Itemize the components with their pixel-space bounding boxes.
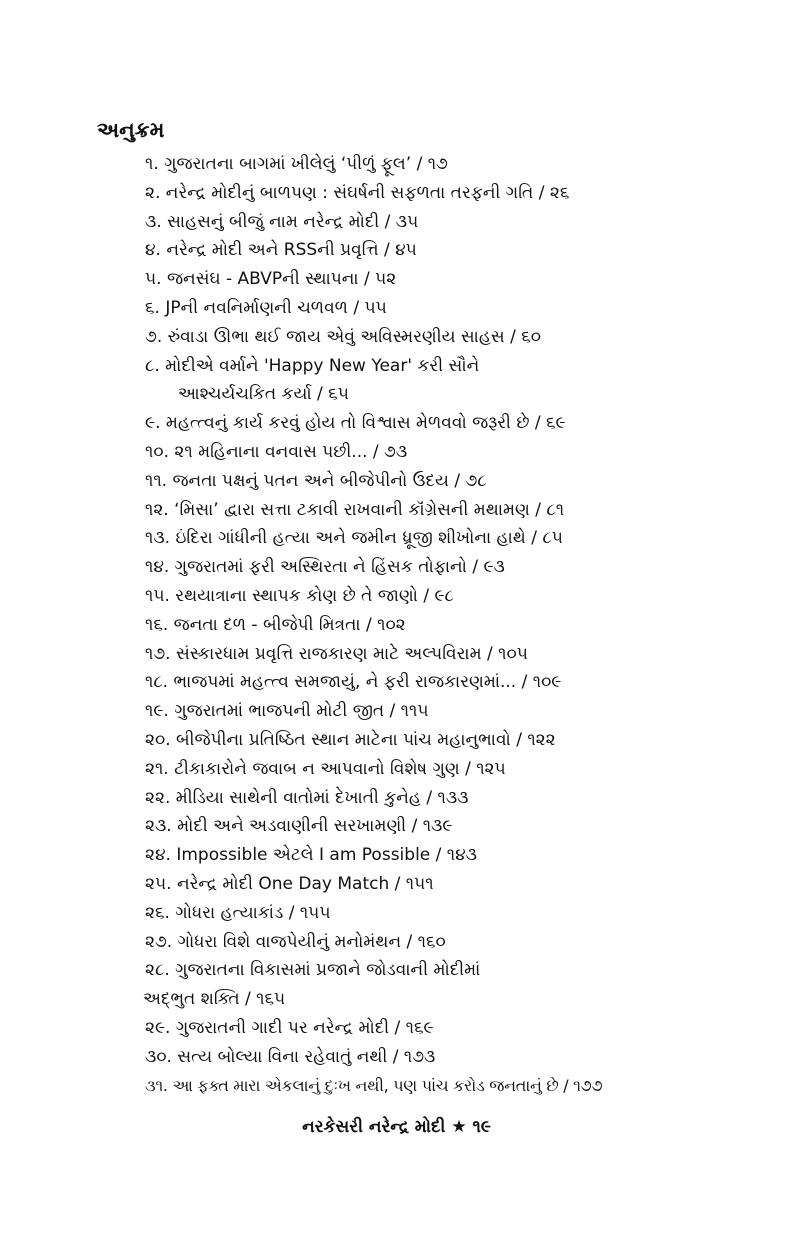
footer-book-title: નરકેસરી નરેન્દ્ર મોદી (302, 1117, 446, 1137)
toc-entry-5: ૫. જનસંઘ - ABVPની સ્થાપના / ૫૨ (145, 269, 397, 290)
page-footer (0, 1113, 793, 1141)
star-icon: ★ (451, 1117, 467, 1137)
toc-entry-21: ૨૧. ટીકાકારોને જવાબ ન આપવાનો વિશેષ ગુણ / ૧૨૫ (145, 758, 506, 779)
toc-entry-26: ૨૬. ગોધરા હત્યાકાંડ / ૧૫૫ (145, 902, 331, 923)
toc-entry-17: ૧૭. સંસ્કારધામ પ્રવૃત્તિ રાજકારણ માટે અલ્પવિરામ / ૧૦૫ (145, 643, 528, 664)
toc-entry-25: ૨૫. નરેન્દ્ર મોદી One Day Match / ૧૫૧ (145, 873, 434, 894)
toc-entry-18: ૧૮. ભાજપમાં મહત્ત્વ સમજાયું, ને ફરી રાજકારણમાં... / ૧૦૯ (145, 672, 562, 693)
toc-entry-9: ૯. મહત્ત્વનું કાર્ય કરવું હોય તો વિશ્વાસ મેળવવો જરૂરી છે / ૬૯ (145, 413, 566, 434)
toc-entry-3: ૩. સાહસનું બીજું નામ નરેન્દ્ર મોદી / ૩૫ (145, 211, 419, 232)
toc-entry-29: ૨૯. ગુજરાતની ગાદી પર નરેન્દ્ર મોદી / ૧૬૯ (145, 1017, 434, 1038)
toc-entry-22: ૨૨. મીડિયા સાથેની વાતોમાં દેખાતી કુનેહ / ૧૩૩ (145, 787, 469, 808)
toc-entry-31: ૩૧. આ ફક્ત મારા એકલાનું દુઃખ નથી, પણ પાંચ કરોડ જનતાનું છે / ૧૭૭ (145, 1075, 603, 1095)
toc-entry-2: ૨. નરેન્દ્ર મોદીનું બાળપણ : સંઘર્ષની સફળતા તરફની ગતિ / ૨૬ (145, 182, 570, 203)
toc-entry-28: ૨૮. ગુજરાતના વિકાસમાં પ્રજાને જોડવાની મોદીમાં (145, 960, 481, 981)
toc-entry-19: ૧૯. ગુજરાતમાં ભાજપની મોટી જીત / ૧૧૫ (145, 701, 429, 722)
page-number: ૧૯ (472, 1117, 491, 1137)
contents-heading: અનુક્રમ (97, 118, 165, 142)
toc-entry-6: ૬. JPની નવનિર્માણની ચળવળ / ૫૫ (145, 297, 387, 318)
toc-entry-4: ૪. નરેન્દ્ર મોદી અને RSSની પ્રવૃત્તિ / ૪૫ (145, 240, 417, 261)
toc-entry-11: ૧૧. જનતા પક્ષનું પતન અને બીજેપીનો ઉદય / ૭૮ (145, 470, 487, 491)
toc-entry-23: ૨૩. મોદી અને અડવાણીની સરખામણી / ૧૩૯ (145, 816, 453, 837)
toc-entry-10: ૧૦. ૨૧ મહિનાના વનવાસ પછી... / ૭૩ (145, 441, 408, 462)
toc-entry-16: ૧૬. જનતા દળ - બીજેપી મિત્રતા / ૧૦૨ (145, 614, 406, 635)
toc-entry-8-continued: આશ્ચર્યચકિત કર્યા / ૬૫ (178, 384, 349, 405)
toc-entry-12: ૧૨. ‘મિસા’ દ્વારા સત્તા ટકાવી રાખવાની કૉંગ્રેસની મથામણ / ૮૧ (145, 499, 565, 520)
toc-entry-13: ૧૩. ઇંદિરા ગાંધીની હત્યા અને જમીન ધ્રૂજી શીખોના હાથે / ૮૫ (145, 528, 563, 549)
toc-entry-7: ૭. રુંવાડા ઊભા થઈ જાય એવું અવિસ્મરણીય સાહસ / ૬૦ (145, 326, 541, 347)
toc-entry-14: ૧૪. ગુજરાતમાં ફરી અસ્થિરતા ને હિંસક તોફાનો / ૯૩ (145, 557, 505, 578)
table-of-contents (145, 150, 745, 1100)
toc-entry-27: ૨૭. ગોધરા વિશે વાજપેયીનું મનોમંથન / ૧૬૦ (145, 931, 446, 952)
toc-entry-1: ૧. ગુજરાતના બાગમાં ખીલેલું ‘પીળું ફૂલ’ / ૧૭ (145, 154, 448, 174)
toc-entry-20: ૨૦. બીજેપીના પ્રતિષ્ઠિત સ્થાન માટેના પાંચ મહાનુભાવો / ૧૨૨ (145, 729, 556, 750)
toc-entry-24: ૨૪. Impossible એટલે I am Possible / ૧૪૩ (145, 845, 477, 866)
toc-entry-8: ૮. મોદીએ વર્માને 'Happy New Year' કરી સૌને (145, 355, 480, 376)
toc-entry-15: ૧૫. રથયાત્રાના સ્થાપક કોણ છે તે જાણો / ૯૮ (145, 585, 454, 606)
toc-entry-28-continued: અદ્ભુત શક્તિ / ૧૬૫ (143, 989, 286, 1010)
toc-entry-30: ૩૦. સત્ય બોલ્યા વિના રહેવાતું નથી / ૧૭૩ (145, 1046, 436, 1067)
